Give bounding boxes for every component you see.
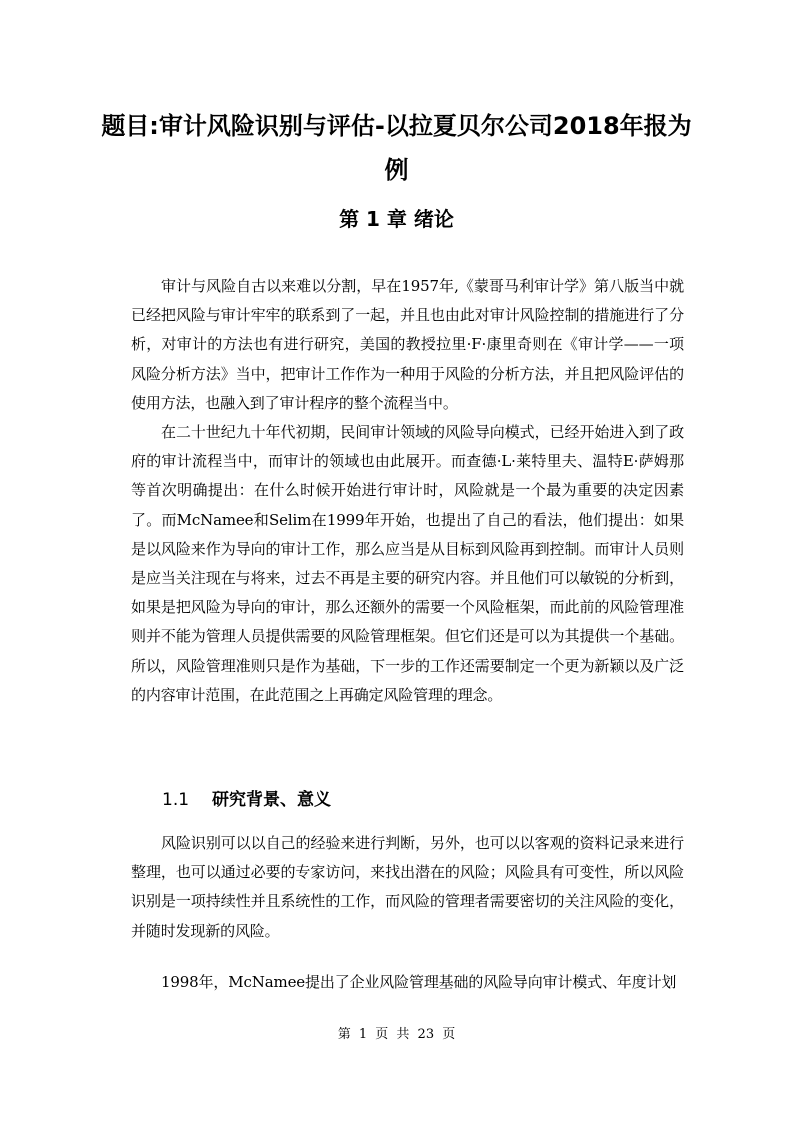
chapter-heading: 第 1 章 绪论 [339,207,454,231]
section-number: 1.1 [162,790,190,810]
document-title: 题目:审计风险识别与评估-以拉夏贝尔公司2018年报为例 [101,112,692,184]
section-paragraph-2: 1998年，McNamee提出了企业风险管理基础的风险导向审计模式、年度计划 [161,973,677,991]
section-heading [162,785,331,815]
page-footer: 第 1 页 共 23 页 [337,1027,456,1042]
body-paragraph-1: 审计与风险自古以来难以分割，早在1957年,《蒙哥马利审计学》第八版当中就已经把风险与审计牢牢的联系到了一起，并且也由此对审计风险控制的措施进行了分析，对审计的方法也有进行研究，美国的教授拉里·F·康里奇则在《审计学——一项风险分析方法》当中，把审计工作作为一种用于风险的分析方法，并且把风险评估的使用方法，也融入到了审计程序的整个流程当中。 [131,277,684,412]
section-paragraph-1: 风险识别可以以自己的经验来进行判断，另外，也可以以客观的资料记录来进行整理，也可以通过必要的专家访问，来找出潜在的风险；风险具有可变性，所以风险识别是一项持续性并且系统性的工作，而风险的管理者需要密切的关注风险的变化，并随时发现新的风险。 [131,834,684,940]
section-title: 研究背景、意义 [212,790,331,810]
body-paragraph-2: 在二十世纪九十年代初期，民间审计领域的风险导向模式，已经开始进入到了政府的审计流程当中，而审计的领域也由此展开。而查德·L·莱特里夫、温特E·萨姆那等首次明确提出：在什么时候开始进行审计时，风险就是一个最为重要的决定因素了。而McNamee和Selim在1999年开始，也提出了自己的看法，他们提出：如果是以风险来作为导向的审计工作，那么应当是从目标到风险再到控制。而审计人员则是应当关注现在与将来，过去不再是主要的研究内容。并且他们可以敏锐的分析到，如果是把风险为导向的审计，那么还额外的需要一个风险框架，而此前的风险管理准则并不能为管理人员提供需要的风险管理框架。但它们还是可以为其提供一个基础。所以，风险管理准则只是作为基础，下一步的工作还需要制定一个更为新颖以及广泛的内容审计范围，在此范围之上再确定风险管理的理念。 [131,423,684,704]
